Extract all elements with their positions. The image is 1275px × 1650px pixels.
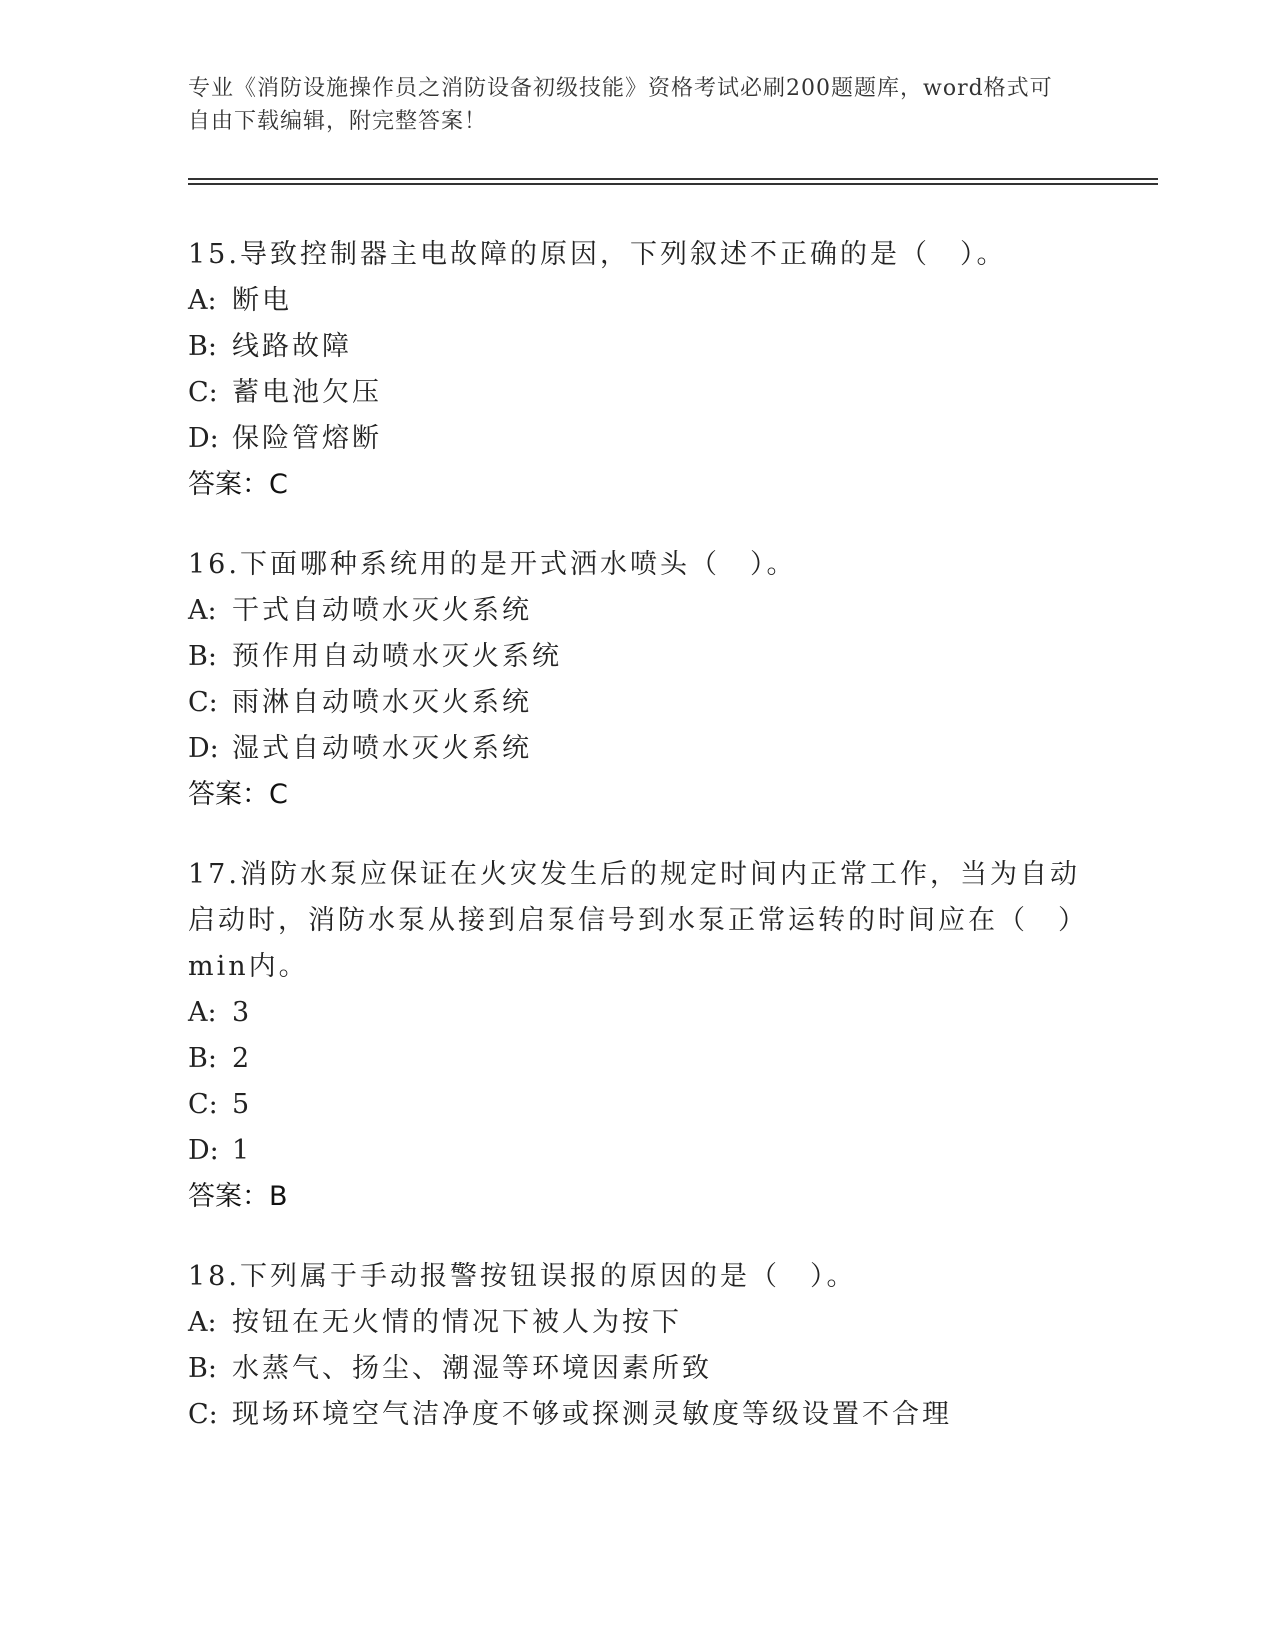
option-letter: D:: [188, 733, 219, 764]
option-c: [188, 1392, 1088, 1438]
question-list: [188, 232, 1088, 1472]
document-header: 专业《消防设施操作员之消防设备初级技能》资格考试必刷200题题库，word格式可自由下载编辑，附完整答案！: [188, 76, 1053, 134]
option-text: 现场环境空气洁净度不够或探测灵敏度等级设置不合理: [232, 1399, 952, 1430]
option-letter: A:: [188, 1307, 217, 1338]
option-text: 干式自动喷水灭火系统: [232, 595, 532, 626]
option-b: [188, 324, 1088, 370]
option-letter: A:: [188, 285, 217, 316]
question-stem: 18.下列属于手动报警按钮误报的原因的是（ ）。: [188, 1261, 857, 1292]
answer-line: 答案：B: [188, 1181, 288, 1212]
option-letter: C:: [188, 1089, 218, 1120]
option-letter: D:: [188, 1135, 219, 1166]
option-text: 湿式自动喷水灭火系统: [232, 733, 532, 764]
option-letter: B:: [188, 331, 217, 362]
question-stem: 16.下面哪种系统用的是开式洒水喷头（ ）。: [188, 549, 797, 580]
option-text: 预作用自动喷水灭火系统: [232, 641, 562, 672]
option-letter: A:: [188, 997, 217, 1028]
option-text: 断电: [232, 285, 292, 316]
option-c: [188, 680, 1088, 726]
question-17: [188, 852, 1088, 1220]
question-16: [188, 542, 1088, 818]
option-a: [188, 990, 1088, 1036]
question-15: [188, 232, 1088, 508]
header-divider-bottom: [188, 183, 1158, 185]
option-text: 5: [232, 1089, 253, 1120]
option-a: [188, 1300, 1088, 1346]
option-text: 3: [232, 997, 253, 1028]
option-d: [188, 1128, 1088, 1174]
option-b: [188, 634, 1088, 680]
question-stem: 17.消防水泵应保证在火灾发生后的规定时间内正常工作，当为自动启动时，消防水泵从接到启泵信号到水泵正常运转的时间应在（ ）min内。: [188, 859, 1088, 982]
header-divider-top: [188, 178, 1158, 180]
option-letter: D:: [188, 423, 219, 454]
option-a: [188, 588, 1088, 634]
option-text: 线路故障: [232, 331, 352, 362]
option-a: [188, 278, 1088, 324]
option-letter: B:: [188, 641, 217, 672]
option-letter: B:: [188, 1043, 217, 1074]
option-letter: C:: [188, 1399, 218, 1430]
option-d: [188, 416, 1088, 462]
option-text: 2: [232, 1043, 253, 1074]
option-text: 保险管熔断: [232, 423, 382, 454]
option-text: 雨淋自动喷水灭火系统: [232, 687, 532, 718]
option-letter: B:: [188, 1353, 217, 1384]
question-18: [188, 1254, 1088, 1438]
option-b: [188, 1036, 1088, 1082]
option-letter: C:: [188, 687, 218, 718]
option-c: [188, 370, 1088, 416]
option-text: 蓄电池欠压: [232, 377, 382, 408]
option-letter: A:: [188, 595, 217, 626]
option-text: 1: [232, 1135, 253, 1166]
answer-line: 答案：C: [188, 779, 288, 810]
answer-line: 答案：C: [188, 469, 288, 500]
question-stem: 15.导致控制器主电故障的原因，下列叙述不正确的是（ ）。: [188, 239, 1007, 270]
option-c: [188, 1082, 1088, 1128]
option-text: 按钮在无火情的情况下被人为按下: [232, 1307, 682, 1338]
option-b: [188, 1346, 1088, 1392]
option-text: 水蒸气、扬尘、潮湿等环境因素所致: [232, 1353, 712, 1384]
option-letter: C:: [188, 377, 218, 408]
option-d: [188, 726, 1088, 772]
